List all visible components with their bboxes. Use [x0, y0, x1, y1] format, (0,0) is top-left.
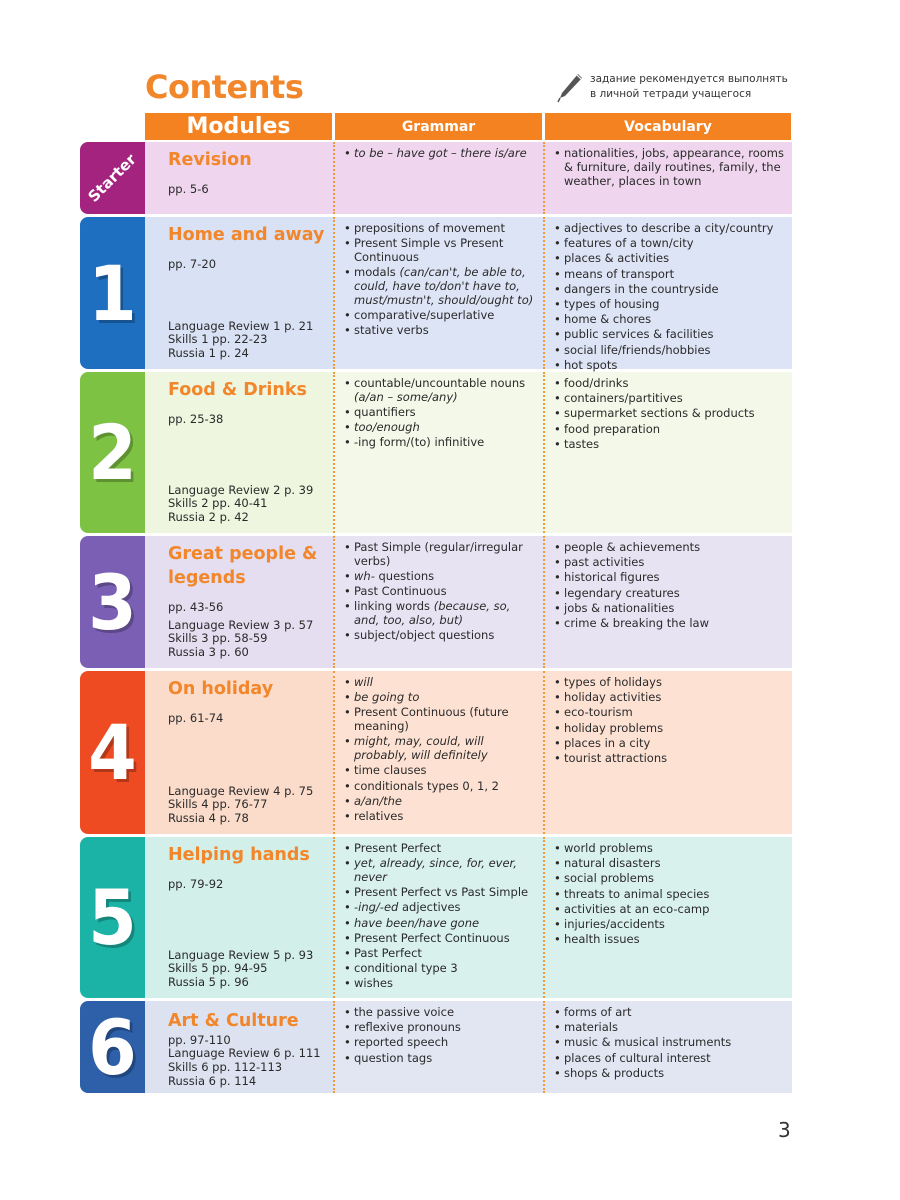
vocabulary-item: • containers/partitives: [554, 392, 784, 406]
module-row: [80, 536, 792, 668]
module-name: Revision: [168, 150, 252, 170]
grammar-item: • Present Perfect Continuous: [344, 932, 535, 946]
vocabulary-item: • types of housing: [554, 298, 784, 312]
review-line: Language Review 5 p. 93: [168, 947, 314, 962]
vocabulary-item: • forms of art: [554, 1006, 784, 1020]
review-line: Russia 6 p. 114: [168, 1073, 257, 1088]
table-header: [145, 113, 791, 140]
vocabulary-item: • types of holidays: [554, 676, 784, 690]
review-line: Skills 1 pp. 22-23: [168, 332, 268, 347]
vocabulary-item: • public services & facilities: [554, 328, 784, 342]
grammar-item: • Past Continuous: [344, 585, 535, 599]
module-reviews: [168, 320, 313, 361]
review-line: Russia 2 p. 42: [168, 510, 249, 525]
starter-badge: [80, 142, 145, 214]
review-line: Skills 2 pp. 40-41: [168, 496, 268, 511]
header-vocabulary: Vocabulary: [545, 113, 791, 140]
grammar-item: • too/enough: [344, 421, 535, 435]
module-cell: [145, 671, 333, 834]
grammar-cell: [333, 837, 543, 998]
grammar-item-italic: (because, so, and, too, also, but): [354, 599, 511, 628]
header-modules: Modules: [145, 113, 332, 140]
module-pages: pp. 61-74: [168, 711, 224, 725]
grammar-item-text: adjectives: [398, 900, 461, 915]
vocabulary-item: • places in a city: [554, 737, 784, 751]
note-line-2: в личной тетради учащегося: [590, 88, 752, 100]
header-grammar: Grammar: [335, 113, 542, 140]
grammar-item: • a/an/the: [344, 795, 535, 809]
grammar-item: • Present Perfect: [344, 842, 535, 856]
grammar-cell: [333, 536, 543, 668]
vocabulary-item: • music & musical instruments: [554, 1036, 784, 1050]
module-number-badge: [80, 217, 145, 369]
grammar-item: • question tags: [344, 1052, 535, 1066]
vocabulary-item: • world problems: [554, 842, 784, 856]
module-pages: pp. 43-56: [168, 600, 224, 614]
grammar-item-italic: -ing/-ed: [354, 900, 399, 915]
pen-icon: [556, 72, 584, 104]
note-line-1: задание рекомендуется выполнять: [590, 73, 788, 85]
module-pages: pp. 5-6: [168, 182, 209, 196]
grammar-item: • Present Simple vs Present Continuous: [344, 237, 535, 265]
module-row: [80, 1001, 792, 1093]
grammar-item-text: modals: [354, 265, 396, 280]
module-name: Home and away: [168, 225, 325, 245]
grammar-item: • reflexive pronouns: [344, 1021, 535, 1035]
page-number: 3: [778, 1118, 791, 1142]
grammar-item: [344, 377, 535, 405]
review-line: Language Review 3 p. 57: [168, 617, 314, 632]
module-cell: [145, 837, 333, 998]
module-number-badge: [80, 671, 145, 834]
grammar-item-italic: wh-: [354, 568, 375, 583]
module-reviews: [168, 484, 313, 525]
grammar-item: • relatives: [344, 810, 535, 824]
module-name: Art & Culture: [168, 1011, 299, 1031]
module-reviews: [168, 949, 313, 990]
grammar-item: • Past Simple (regular/irregular verbs): [344, 541, 535, 569]
module-row: [80, 372, 792, 533]
grammar-item-text: linking words: [354, 599, 431, 614]
grammar-item: • wishes: [344, 977, 535, 991]
grammar-item: • prepositions of movement: [344, 222, 535, 236]
grammar-cell: [333, 671, 543, 834]
vocabulary-item: • places of cultural interest: [554, 1052, 784, 1066]
review-line: Language Review 2 p. 39: [168, 482, 314, 497]
vocabulary-item: • dangers in the countryside: [554, 283, 784, 297]
review-line: Language Review 4 p. 75: [168, 783, 314, 798]
module-reviews: [168, 619, 313, 660]
vocabulary-item: • activities at an eco-camp: [554, 903, 784, 917]
module-row: [80, 671, 792, 834]
vocabulary-cell: [543, 372, 792, 533]
grammar-item: • -ing form/(to) infinitive: [344, 436, 535, 450]
review-line: Language Review 6 p. 111: [168, 1046, 321, 1060]
vocabulary-cell: [543, 536, 792, 668]
grammar-item: • Present Continuous (future meaning): [344, 706, 535, 734]
vocabulary-item: • places & activities: [554, 252, 784, 266]
review-line: Russia 4 p. 78: [168, 811, 249, 826]
review-line: Language Review 1 p. 21: [168, 318, 314, 333]
vocabulary-item: • people & achievements: [554, 541, 784, 555]
grammar-item: • quantifiers: [344, 406, 535, 420]
grammar-item: [344, 266, 535, 307]
grammar-item: • have been/have gone: [344, 917, 535, 931]
vocabulary-item: • past activities: [554, 556, 784, 570]
module-reviews: [168, 1047, 325, 1088]
review-line: Skills 5 pp. 94-95: [168, 961, 268, 976]
grammar-item: [344, 901, 535, 915]
grammar-item: • conditionals types 0, 1, 2: [344, 780, 535, 794]
page-title: Contents: [145, 68, 304, 106]
vocabulary-item: • social problems: [554, 872, 784, 886]
module-number-badge: [80, 1001, 145, 1093]
review-line: Skills 4 pp. 76-77: [168, 797, 268, 812]
notebook-note: [556, 72, 788, 104]
vocabulary-item: • injuries/accidents: [554, 918, 784, 932]
grammar-item-italic: (can/can't, be able to, could, have to/don't have to, must/mustn't, should/ought to): [354, 265, 534, 307]
grammar-item: • to be – have got – there is/are: [344, 147, 535, 161]
grammar-item-italic: (a/an – some/any): [354, 389, 458, 404]
grammar-item-text: questions: [374, 568, 435, 583]
vocabulary-item: • food/drinks: [554, 377, 784, 391]
module-number: 1: [88, 248, 137, 338]
vocabulary-item: • health issues: [554, 933, 784, 947]
module-pages: pp. 79-92: [168, 877, 224, 891]
review-line: Russia 1 p. 24: [168, 346, 249, 361]
vocabulary-cell: [543, 217, 792, 372]
module-name: Great people & legends: [168, 544, 318, 588]
module-number: 4: [88, 708, 137, 797]
grammar-cell: [333, 372, 543, 533]
grammar-item: • stative verbs: [344, 324, 535, 338]
vocabulary-item: • crime & breaking the law: [554, 617, 784, 631]
module-pages: pp. 25-38: [168, 412, 224, 426]
module-number-badge: [80, 536, 145, 668]
grammar-cell: [333, 1001, 543, 1093]
vocabulary-item: • jobs & nationalities: [554, 602, 784, 616]
module-number: 6: [88, 1002, 137, 1092]
vocabulary-item: • social life/friends/hobbies: [554, 344, 784, 358]
module-reviews: [168, 785, 313, 826]
vocabulary-item: • threats to animal species: [554, 888, 784, 902]
grammar-item: • be going to: [344, 691, 535, 705]
module-number-badge: [80, 837, 145, 998]
module-name: On holiday: [168, 679, 274, 699]
module-cell: [145, 142, 333, 214]
vocabulary-item: • eco-tourism: [554, 706, 784, 720]
grammar-item-text: countable/uncountable nouns: [354, 376, 526, 390]
vocabulary-item: • holiday activities: [554, 691, 784, 705]
vocabulary-item: • shops & products: [554, 1067, 784, 1081]
vocabulary-item: • supermarket sections & products: [554, 407, 784, 421]
module-number-badge: [80, 372, 145, 533]
grammar-item: [344, 600, 535, 628]
grammar-item: • Past Perfect: [344, 947, 535, 961]
module-cell: [145, 372, 333, 533]
starter-label: Starter: [84, 150, 141, 206]
grammar-item: • will: [344, 676, 535, 690]
vocabulary-item: • legendary creatures: [554, 587, 784, 601]
module-cell: [145, 536, 333, 668]
grammar-item: • the passive voice: [344, 1006, 535, 1020]
module-number: 5: [88, 873, 137, 962]
module-name: Food & Drinks: [168, 380, 307, 400]
vocabulary-item: • means of transport: [554, 268, 784, 282]
module-pages: pp. 7-20: [168, 257, 217, 271]
vocabulary-cell: [543, 671, 792, 834]
module-name: Helping hands: [168, 845, 310, 865]
vocabulary-item: • adjectives to describe a city/country: [554, 222, 784, 236]
vocabulary-item: • holiday problems: [554, 722, 784, 736]
grammar-cell: [333, 142, 543, 214]
review-line: Skills 3 pp. 58-59: [168, 631, 268, 646]
grammar-item: • Present Perfect vs Past Simple: [344, 886, 535, 900]
module-cell: [145, 1001, 333, 1093]
module-row: [80, 142, 792, 214]
grammar-item: • conditional type 3: [344, 962, 535, 976]
vocabulary-item: • hot spots: [554, 359, 784, 373]
vocabulary-item: • nationalities, jobs, appearance, rooms & furniture, daily routines, family, the weather, places in town: [554, 147, 784, 188]
review-line: Russia 5 p. 96: [168, 975, 249, 990]
module-cell: [145, 217, 333, 369]
vocabulary-item: • natural disasters: [554, 857, 784, 871]
grammar-item: [344, 570, 535, 584]
review-line: Skills 6 pp. 112-113: [168, 1059, 283, 1074]
grammar-item: • reported speech: [344, 1036, 535, 1050]
vocabulary-item: • materials: [554, 1021, 784, 1035]
vocabulary-item: • food preparation: [554, 423, 784, 437]
review-line: Russia 3 p. 60: [168, 645, 249, 660]
module-row: [80, 217, 792, 372]
grammar-cell: [333, 217, 543, 369]
vocabulary-item: • features of a town/city: [554, 237, 784, 251]
vocabulary-item: • tourist attractions: [554, 752, 784, 766]
module-number: 3: [88, 557, 137, 647]
module-row: [80, 837, 792, 998]
vocabulary-item: • home & chores: [554, 313, 784, 327]
vocabulary-item: • historical figures: [554, 571, 784, 585]
grammar-item: • comparative/superlative: [344, 309, 535, 323]
module-pages: pp. 97-110: [168, 1033, 231, 1047]
grammar-item: • subject/object questions: [344, 629, 535, 643]
vocabulary-cell: [543, 142, 792, 214]
vocabulary-item: • tastes: [554, 438, 784, 452]
module-number: 2: [88, 408, 137, 497]
vocabulary-cell: [543, 1001, 792, 1093]
grammar-item: • might, may, could, will probably, will definitely: [344, 735, 535, 763]
vocabulary-cell: [543, 837, 792, 998]
grammar-item: • time clauses: [344, 764, 535, 778]
grammar-item: • yet, already, since, for, ever, never: [344, 857, 535, 885]
